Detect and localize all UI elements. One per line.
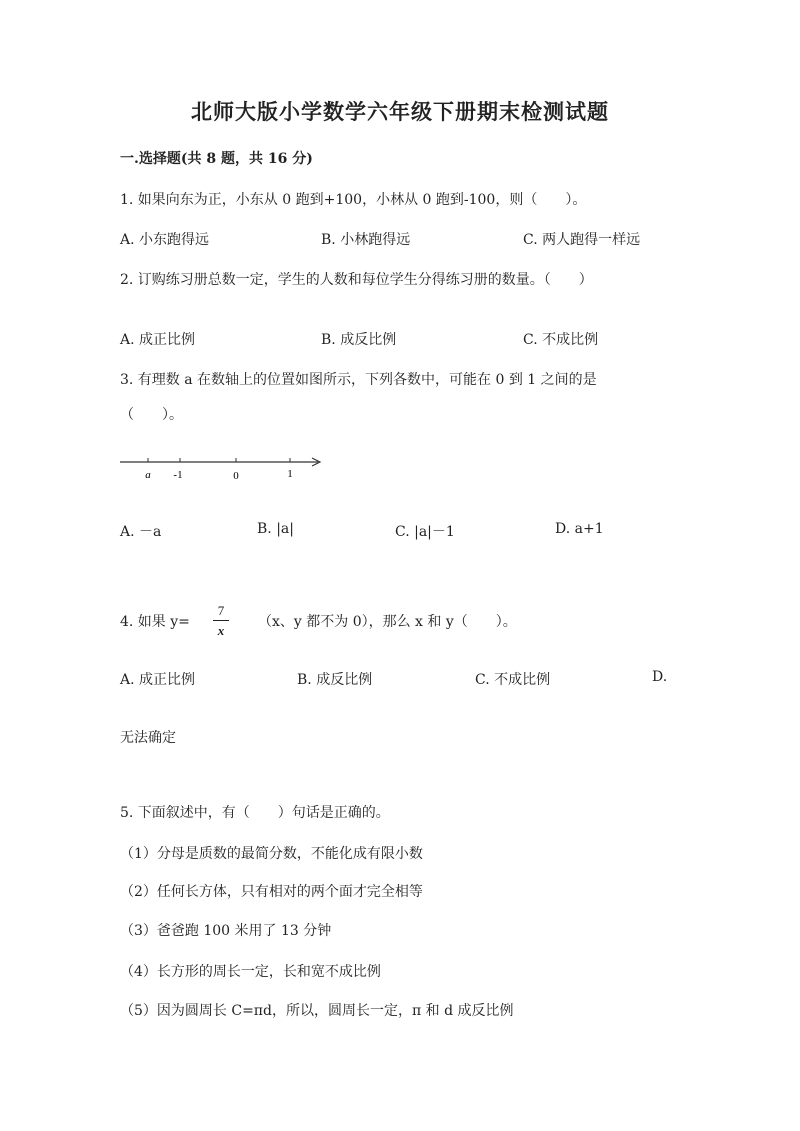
label-1: 1 [287,468,293,480]
question-2-option-b: B. 成反比例 [321,332,397,348]
question-4-option-d-label: D. [652,669,668,685]
question-4-stem-suffix: （x、y 都不为 0），那么 x 和 y（ ）。 [258,614,517,630]
question-4-option-c: C. 不成比例 [475,672,551,688]
question-5-statement-1: （1）分母是质数的最简分数，不能化成有限小数 [120,846,423,862]
question-2-option-c: C. 不成比例 [523,332,599,348]
fraction-7-over-x [213,604,229,637]
question-4-option-d-text: 无法确定 [120,730,176,746]
question-3-option-b: B. |a| [257,521,294,537]
label-neg1: -1 [173,469,183,481]
question-3-stem-line-1: 3. 有理数 a 在数轴上的位置如图所示，下列各数中，可能在 0 到 1 之间的是 [120,372,597,388]
question-2-option-a: A. 成正比例 [120,332,196,348]
fraction-numerator: 7 [217,603,225,618]
section-heading: 一.选择题(共 8 题，共 16 分) [120,151,313,167]
number-line-figure [118,452,328,492]
question-1-stem: 1. 如果向东为正，小东从 0 跑到+100，小林从 0 跑到-100，则（ ）。 [120,192,587,208]
question-5-stem: 5. 下面叙述中，有（ ）句话是正确的。 [120,805,390,821]
question-1-option-b: B. 小林跑得远 [321,232,411,248]
question-1-option-c: C. 两人跑得一样远 [523,232,641,248]
label-a: a [145,469,151,481]
question-5-statement-4: （4）长方形的周长一定，长和宽不成比例 [120,964,381,980]
question-4-option-a: A. 成正比例 [120,672,196,688]
question-5-statement-5: （5）因为圆周长 C=πd，所以，圆周长一定，π 和 d 成反比例 [120,1003,514,1019]
fraction-bar [213,620,229,621]
label-0: 0 [233,470,239,482]
question-5-statement-2: （2）任何长方体，只有相对的两个面才完全相等 [120,884,423,900]
question-2-stem: 2. 订购练习册总数一定，学生的人数和每位学生分得练习册的数量。（ ） [120,272,593,288]
fraction-denominator: x [217,623,225,638]
question-4-stem-prefix: 4. 如果 y= [120,614,190,630]
question-1-option-a: A. 小东跑得远 [120,232,210,248]
page-title: 北师大版小学数学六年级下册期末检测试题 [191,99,609,124]
question-4-option-b: B. 成反比例 [297,672,373,688]
question-5-statement-3: （3）爸爸跑 100 米用了 13 分钟 [120,923,332,939]
question-3-option-d: D. a+1 [555,521,604,537]
question-3-option-a: A. －a [120,524,162,540]
question-3-option-c: C. |a|－1 [395,524,455,540]
question-3-stem-line-2: （ ）。 [120,407,183,423]
